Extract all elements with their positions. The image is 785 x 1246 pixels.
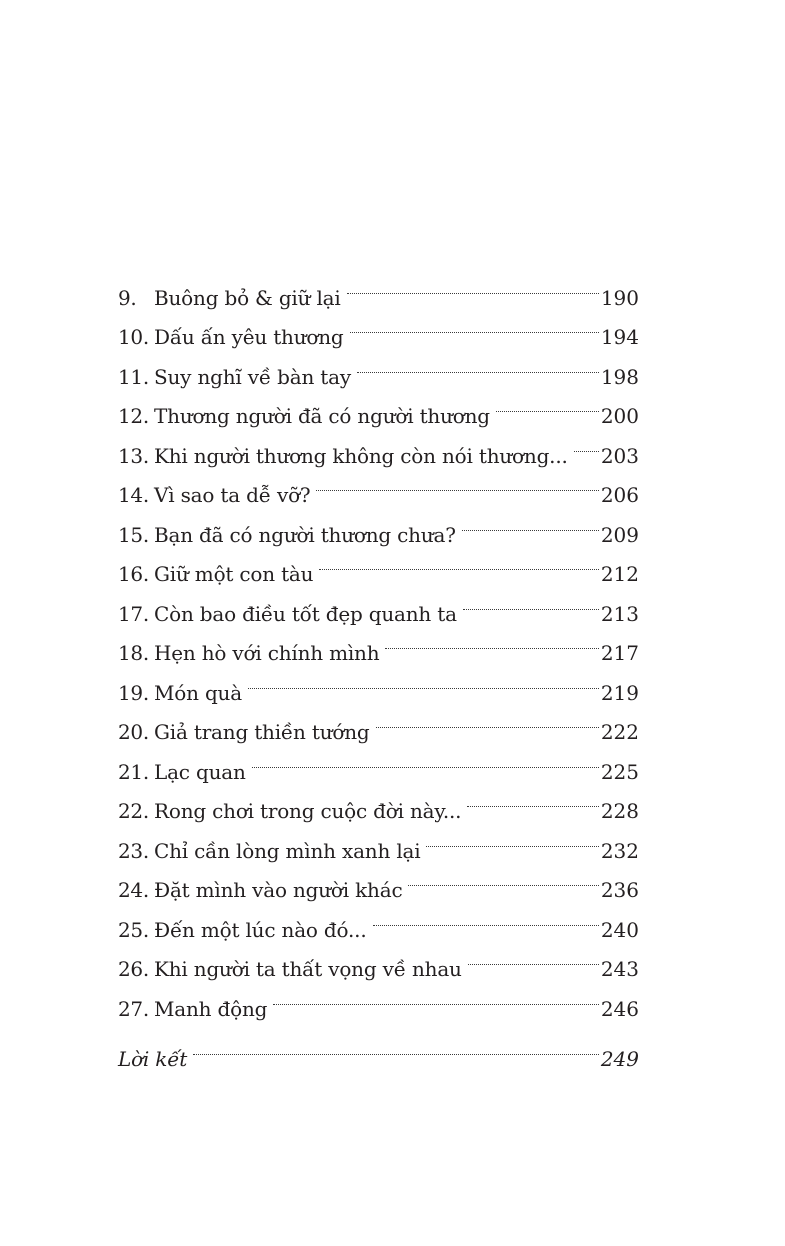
- page-number: 232: [600, 838, 639, 863]
- dot-leader: [468, 937, 599, 977]
- dot-leader: [574, 423, 599, 463]
- dot-leader: [252, 739, 599, 779]
- table-of-contents: [118, 265, 639, 1071]
- chapter-number: 23.: [118, 838, 149, 863]
- epilogue-title: Lời kết: [118, 1047, 188, 1071]
- dot-leader: [316, 463, 598, 503]
- page-number: 203: [600, 443, 639, 468]
- dot-leader: [347, 265, 599, 305]
- chapter-title: Thương người đã có người thương: [154, 404, 490, 428]
- dot-leader: [373, 897, 599, 937]
- dot-leader: [462, 502, 599, 542]
- chapter-title: Lạc quan: [154, 759, 246, 784]
- page-number: 206: [600, 483, 639, 507]
- toc-entry-9: [118, 265, 639, 310]
- chapter-title: Đặt mình vào người khác: [154, 878, 403, 902]
- dot-leader: [273, 976, 599, 1016]
- page-number: 190: [600, 285, 639, 310]
- chapter-number: 25.: [118, 917, 149, 942]
- chapter-title: Đến một lúc nào đó...: [154, 917, 367, 942]
- page-number: 217: [600, 641, 639, 665]
- page-number: 194: [600, 325, 639, 349]
- dot-leader: [463, 581, 599, 621]
- page-number: 219: [600, 680, 639, 705]
- chapter-number: 26.: [118, 957, 149, 981]
- chapter-title: Suy nghĩ về bàn tay: [154, 364, 351, 389]
- dot-leader: [426, 818, 598, 858]
- chapter-title: Khi người ta thất vọng về nhau: [154, 957, 462, 981]
- chapter-number: 16.: [118, 562, 149, 586]
- chapter-number: 9.: [118, 285, 137, 310]
- page-number: 212: [600, 562, 639, 586]
- chapter-title: Hẹn hò với chính mình: [154, 641, 380, 665]
- page-number: 200: [600, 404, 639, 428]
- chapter-title: Giữ một con tàu: [154, 562, 314, 586]
- chapter-title: Chỉ cần lòng mình xanh lại: [154, 838, 421, 863]
- chapter-title: Giả trang thiền tướng: [154, 720, 370, 744]
- dot-leader: [408, 858, 598, 898]
- chapter-number: 14.: [118, 483, 149, 507]
- chapter-number: 17.: [118, 601, 149, 626]
- dot-leader: [376, 700, 599, 740]
- page-number: 236: [600, 878, 639, 902]
- dot-leader: [319, 542, 598, 582]
- chapter-number: 20.: [118, 720, 149, 744]
- chapter-number: 18.: [118, 641, 149, 665]
- dot-leader: [385, 621, 598, 661]
- chapter-number: 10.: [118, 325, 149, 349]
- dot-leader: [496, 384, 599, 424]
- chapter-title: Dấu ấn yêu thương: [154, 325, 344, 349]
- dot-leader: [248, 660, 599, 700]
- chapter-number: 15.: [118, 522, 149, 547]
- dot-leader: [193, 1027, 599, 1067]
- dot-leader: [350, 305, 599, 345]
- chapter-number: 13.: [118, 443, 149, 468]
- page-number: 209: [600, 522, 639, 547]
- chapter-title: Manh động: [154, 996, 268, 1021]
- chapter-number: 19.: [118, 680, 149, 705]
- chapter-title: Buông bỏ & giữ lại: [154, 285, 341, 310]
- chapter-title: Món quà: [154, 680, 242, 705]
- page-number: 198: [600, 364, 639, 389]
- toc-entry-epilogue: [118, 1027, 639, 1071]
- page-number: 213: [600, 601, 639, 626]
- page-number: 225: [600, 759, 639, 784]
- chapter-number: 22.: [118, 799, 149, 823]
- chapter-number: 11.: [118, 364, 149, 389]
- page-number: 228: [600, 799, 639, 823]
- chapter-number: 12.: [118, 404, 149, 428]
- chapter-number: 21.: [118, 759, 149, 784]
- dot-leader: [357, 344, 599, 384]
- page-number: 243: [600, 957, 639, 981]
- chapter-title: Bạn đã có người thương chưa?: [154, 522, 456, 547]
- chapter-number: 24.: [118, 878, 149, 902]
- dot-leader: [467, 779, 599, 819]
- chapter-title: Rong chơi trong cuộc đời này...: [154, 799, 462, 823]
- chapter-number: 27.: [118, 996, 149, 1021]
- chapter-title: Còn bao điều tốt đẹp quanh ta: [154, 601, 457, 626]
- chapter-title: Vì sao ta dễ vỡ?: [154, 483, 311, 507]
- chapter-title: Khi người thương không còn nói thương...: [154, 443, 568, 468]
- page-number: 222: [600, 720, 639, 744]
- page-number: 240: [600, 917, 639, 942]
- page-number: 249: [600, 1047, 639, 1071]
- page-number: 246: [600, 996, 639, 1021]
